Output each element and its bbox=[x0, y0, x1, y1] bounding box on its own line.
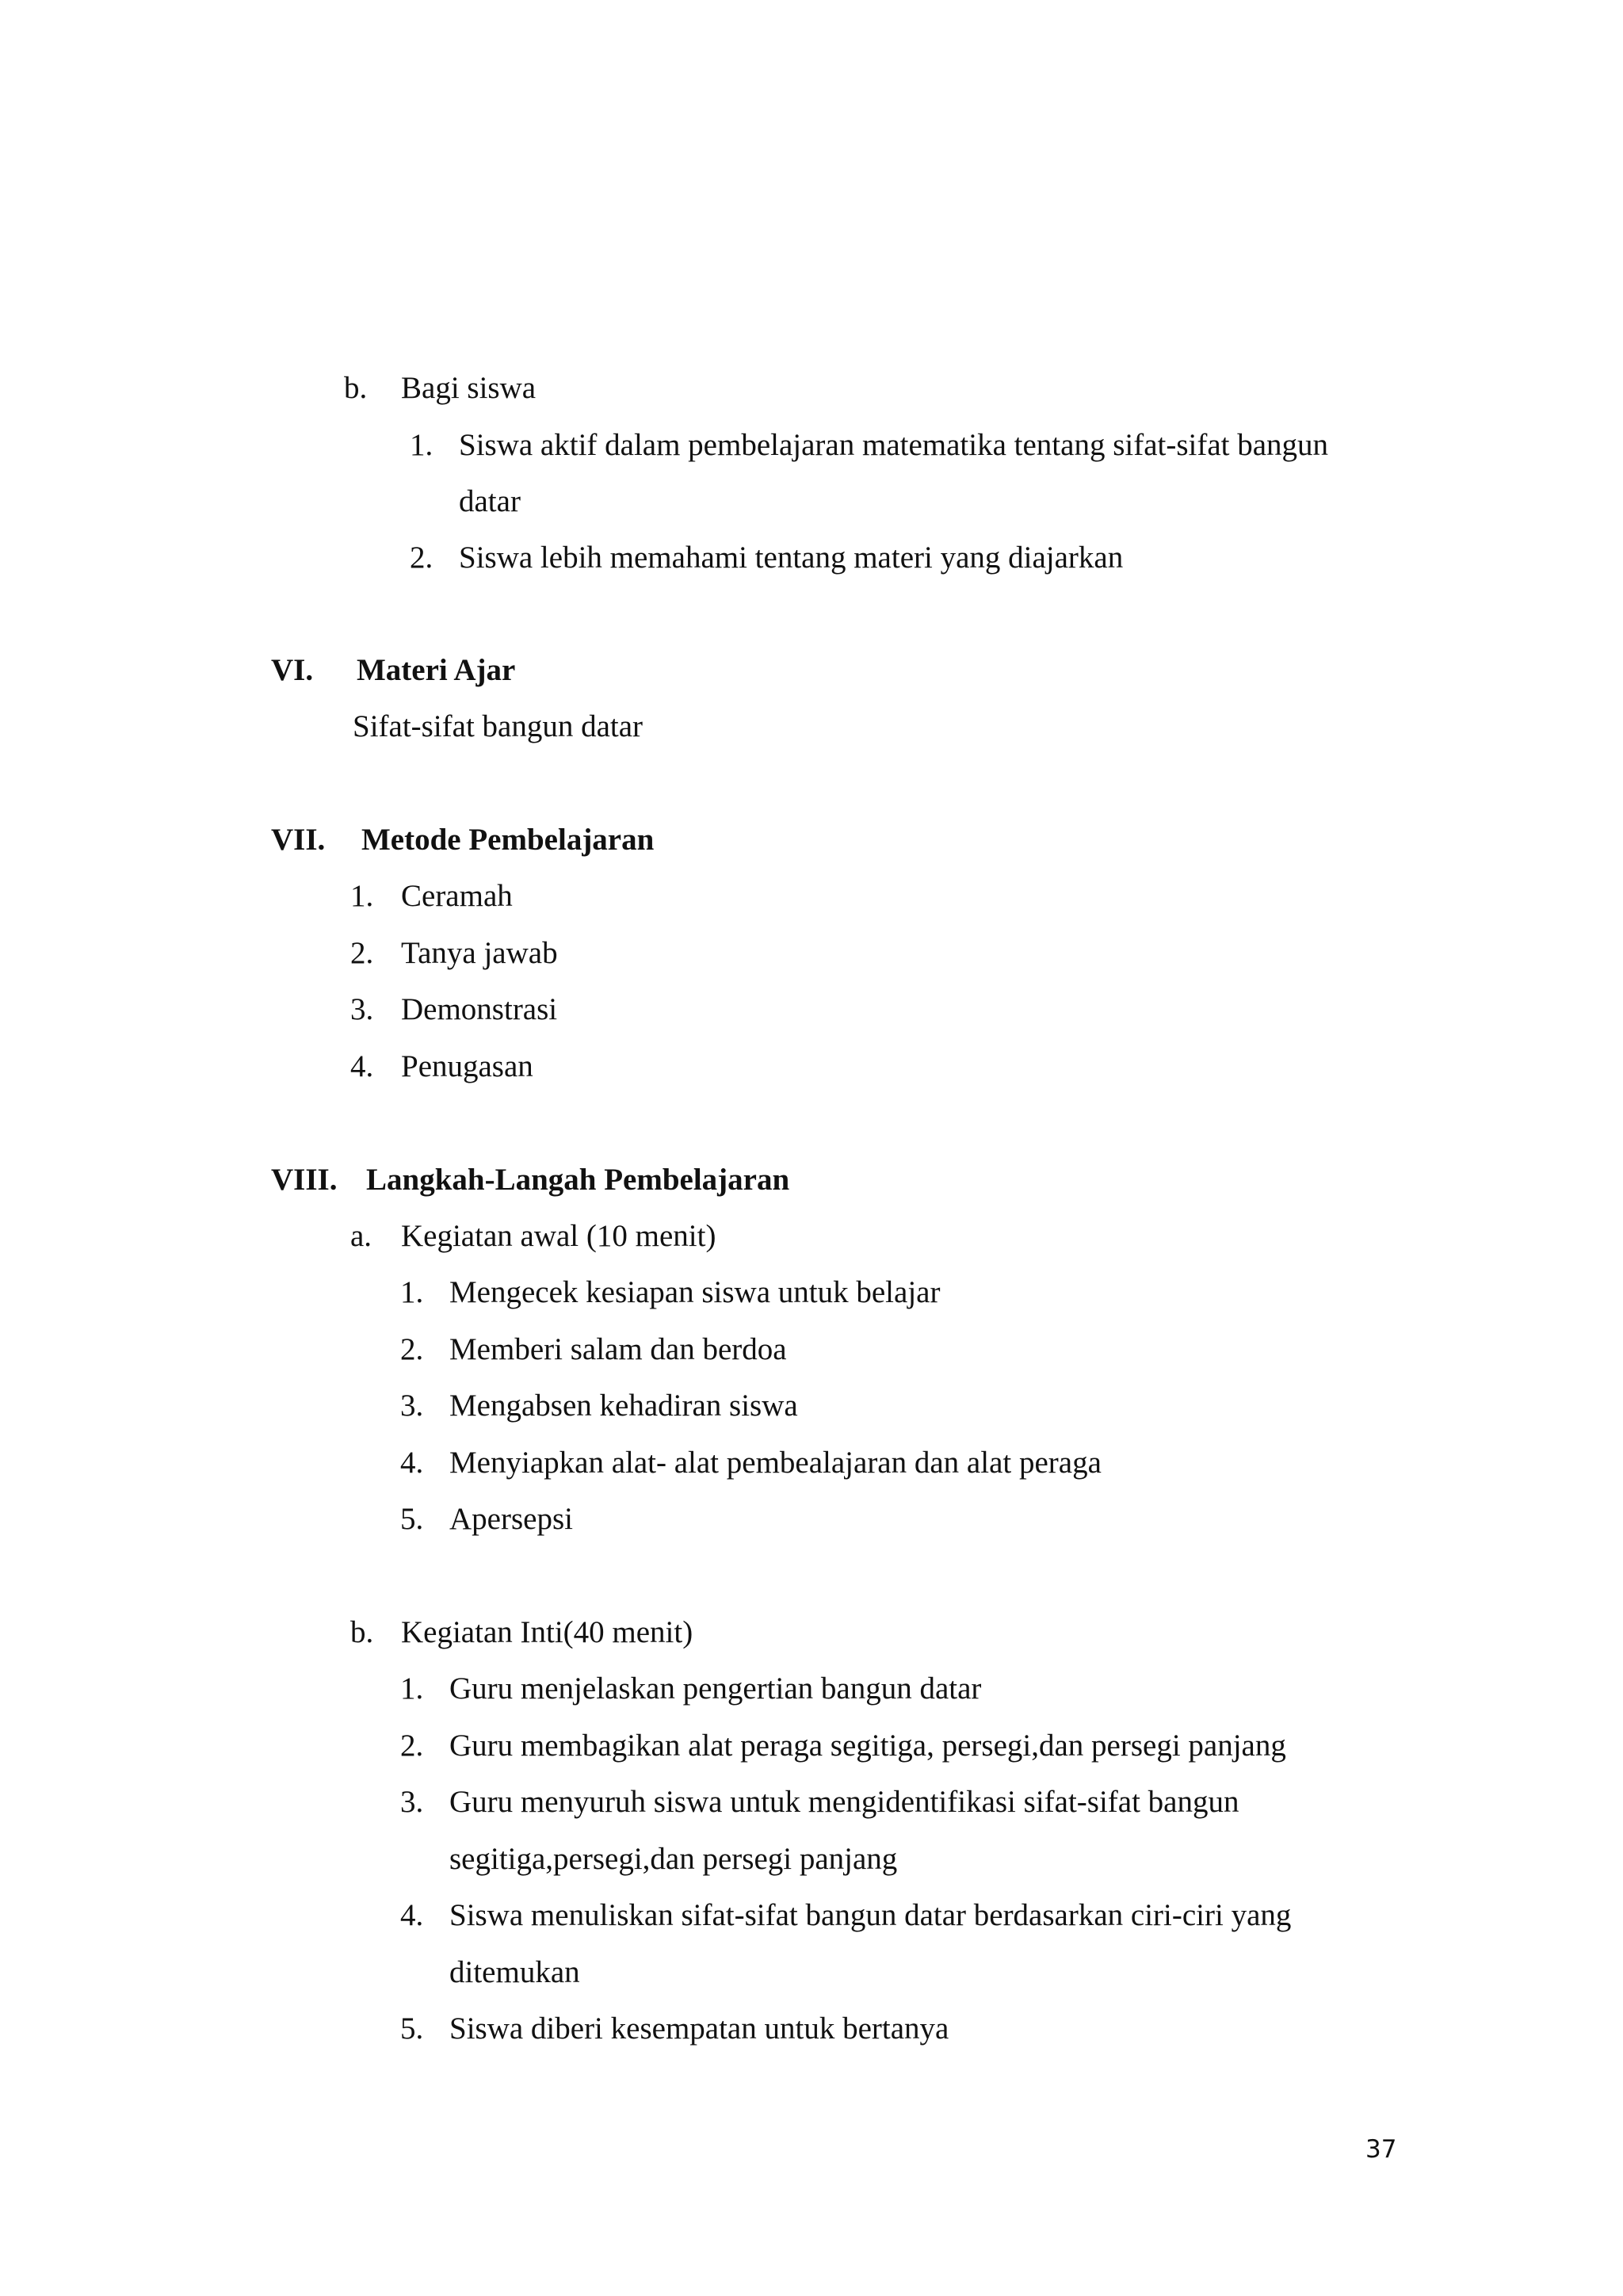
subheading-kegiatan-inti: Kegiatan Inti(40 menit) bbox=[401, 1615, 693, 1649]
list-number: 2. bbox=[410, 541, 433, 575]
list-number: 1. bbox=[410, 428, 433, 462]
subheading-kegiatan-awal: Kegiatan awal (10 menit) bbox=[401, 1219, 716, 1253]
list-marker: b. bbox=[344, 371, 368, 405]
list-number: 2. bbox=[350, 936, 374, 970]
list-item-text: Menyiapkan alat- alat pembealajaran dan alat peraga bbox=[449, 1446, 1102, 1480]
list-number: 1. bbox=[400, 1275, 424, 1309]
list-item-text: Demonstrasi bbox=[401, 992, 558, 1026]
list-item-text-continuation: ditemukan bbox=[449, 1955, 580, 1989]
section-title: Materi Ajar bbox=[357, 653, 516, 687]
list-item-text-continuation: segitiga,persegi,dan persegi panjang bbox=[449, 1842, 898, 1876]
list-item-text: Tanya jawab bbox=[401, 936, 558, 970]
section-numeral: VII. bbox=[271, 823, 326, 857]
section-title: Langkah-Langah Pembelajaran bbox=[366, 1163, 790, 1197]
list-item-text: Siswa lebih memahami tentang materi yang diajarkan bbox=[459, 541, 1124, 575]
list-item-text: Ceramah bbox=[401, 879, 513, 913]
list-item-text-continuation: datar bbox=[459, 484, 521, 518]
list-number: 2. bbox=[400, 1332, 424, 1366]
list-marker: b. bbox=[350, 1615, 374, 1649]
section-title: Metode Pembelajaran bbox=[361, 823, 655, 857]
page-number: 37 bbox=[1365, 2135, 1397, 2164]
section-numeral: VI. bbox=[271, 653, 314, 687]
list-item-text: Siswa aktif dalam pembelajaran matematika tentang sifat-sifat bangun bbox=[459, 428, 1329, 462]
list-item-text: Siswa menuliskan sifat-sifat bangun datar berdasarkan ciri-ciri yang bbox=[449, 1898, 1292, 1932]
list-number: 4. bbox=[400, 1446, 424, 1480]
list-item-text: Guru menyuruh siswa untuk mengidentifikasi sifat-sifat bangun bbox=[449, 1785, 1239, 1819]
list-number: 5. bbox=[400, 2011, 424, 2046]
list-number: 4. bbox=[400, 1898, 424, 1932]
list-item-text: Siswa diberi kesempatan untuk bertanya bbox=[449, 2011, 949, 2046]
list-number: 3. bbox=[350, 992, 374, 1026]
list-number: 3. bbox=[400, 1389, 424, 1423]
list-number: 1. bbox=[400, 1671, 424, 1706]
list-item-text: Guru menjelaskan pengertian bangun datar bbox=[449, 1671, 982, 1706]
section-body: Sifat-sifat bangun datar bbox=[353, 709, 643, 743]
list-item-text: Mengabsen kehadiran siswa bbox=[449, 1389, 798, 1423]
list-item-text: Apersepsi bbox=[449, 1502, 573, 1536]
list-number: 1. bbox=[350, 879, 374, 913]
list-item-text: Memberi salam dan berdoa bbox=[449, 1332, 787, 1366]
list-number: 2. bbox=[400, 1729, 424, 1763]
list-number: 4. bbox=[350, 1049, 374, 1083]
list-number: 5. bbox=[400, 1502, 424, 1536]
list-marker: a. bbox=[350, 1219, 372, 1253]
list-item-text: Penugasan bbox=[401, 1049, 533, 1083]
list-number: 3. bbox=[400, 1785, 424, 1819]
list-item-text: Guru membagikan alat peraga segitiga, persegi,dan persegi panjang bbox=[449, 1729, 1286, 1763]
list-item-text: Mengecek kesiapan siswa untuk belajar bbox=[449, 1275, 941, 1309]
subheading-bagi-siswa: Bagi siswa bbox=[401, 371, 537, 405]
section-numeral: VIII. bbox=[271, 1163, 338, 1197]
